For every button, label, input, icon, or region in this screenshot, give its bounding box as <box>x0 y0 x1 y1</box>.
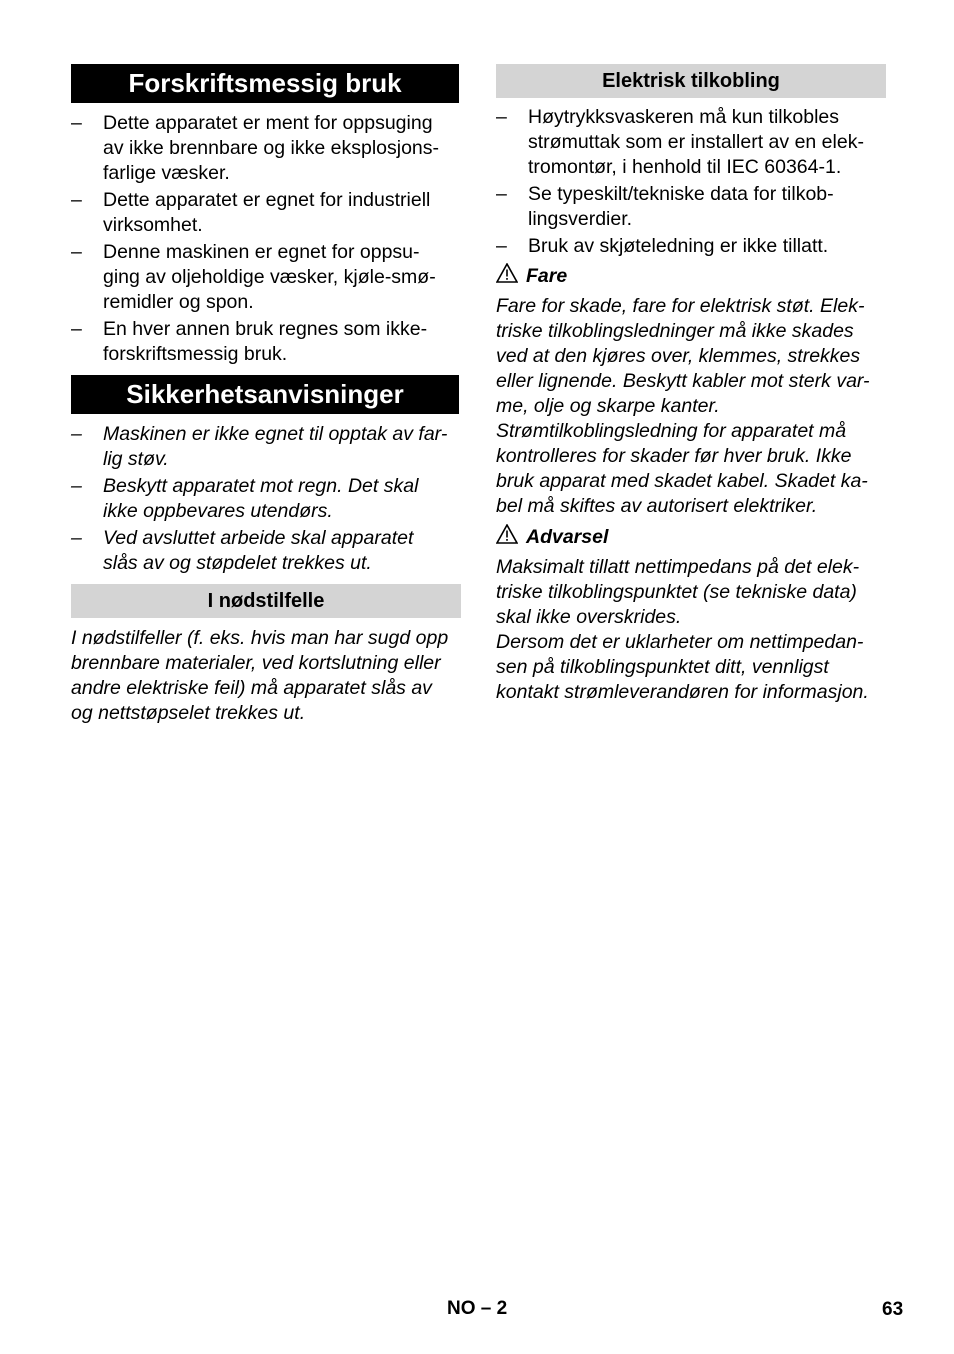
footer-section-label: NO – 2 <box>447 1298 508 1319</box>
safety-list <box>71 422 459 576</box>
warning-triangle-icon <box>496 524 526 551</box>
heading-forskriftsmessig-bruk: Forskriftsmessig bruk <box>71 64 459 103</box>
electrical-list <box>496 105 886 259</box>
usage-list <box>71 111 459 367</box>
list-item: – Maskinen er ikke egnet til opptak av far- lig støv. <box>71 423 448 470</box>
warning-heading-advarsel: Advarsel <box>496 524 886 551</box>
warning-heading-fare: Fare <box>496 263 886 290</box>
heading-sikkerhetsanvisninger: Sikkerhetsanvisninger <box>71 375 459 414</box>
list-item: – Se typeskilt/tekniske data for tilkob- lingsverdier. <box>496 183 834 230</box>
list-item: – En hver annen bruk regnes som ikke- forskriftsmessig bruk. <box>71 318 428 365</box>
list-item: – Ved avsluttet arbeide skal apparatet slås av og støpdelet trekkes ut. <box>71 527 414 574</box>
warning-text-advarsel: Maksimalt tillatt nettimpedans på det elek- triske tilkoblingspunktet (se tekniske data) skal ikke overskrides. Dersom det er uklarheter om nettimpedan- sen på tilkoblingspunktet ditt, vennligst kontakt strømleverandøren for informasjon. <box>496 556 869 703</box>
list-item: – Bruk av skjøteledning er ikke tillatt. <box>496 235 829 257</box>
list-item: – Dette apparatet er ment for oppsuging av ikke brennbare og ikke eksplosjons- farlige væsker. <box>71 112 440 184</box>
right-column <box>496 64 886 705</box>
heading-elektrisk-tilkobling: Elektrisk tilkobling <box>496 64 886 98</box>
list-item: – Dette apparatet er egnet for industriell virksomhet. <box>71 189 431 236</box>
left-column <box>71 64 459 726</box>
warning-triangle-icon <box>496 263 526 290</box>
list-item: – Høytrykksvaskeren må kun tilkobles strømuttak som er installert av en elek- tromontør, i henhold til IEC 60364-1. <box>496 106 864 178</box>
emergency-paragraph: I nødstilfeller (f. eks. hvis man har sugd opp brennbare materialer, ved kortslutning eller andre elektriske feil) må apparatet slås av og nettstøpselet trekkes ut. <box>71 627 449 724</box>
list-item: – Denne maskinen er egnet for oppsu- ging av oljeholdige væsker, kjøle-smø- remidler og spon. <box>71 241 436 313</box>
heading-i-nodstilfelle: I nødstilfelle <box>71 584 461 618</box>
list-item: – Beskytt apparatet mot regn. Det skal ikke oppbevares utendørs. <box>71 475 419 522</box>
page-number: 63 <box>882 1299 904 1320</box>
warning-text-fare: Fare for skade, fare for elektrisk støt. Elek- triske tilkoblingsledninger må ikke skades ved at den kjøres over, klemmes, strekkes eller lignende. Beskytt kabler mot sterk var- me, olje og skarpe kanter. Strømtilkoblingsledning for apparatet må kontrolleres for skader før hver bruk. Ikke bruk apparat med skadet kabel. Skadet ka- bel må skiftes av autorisert elektriker. <box>496 295 870 517</box>
